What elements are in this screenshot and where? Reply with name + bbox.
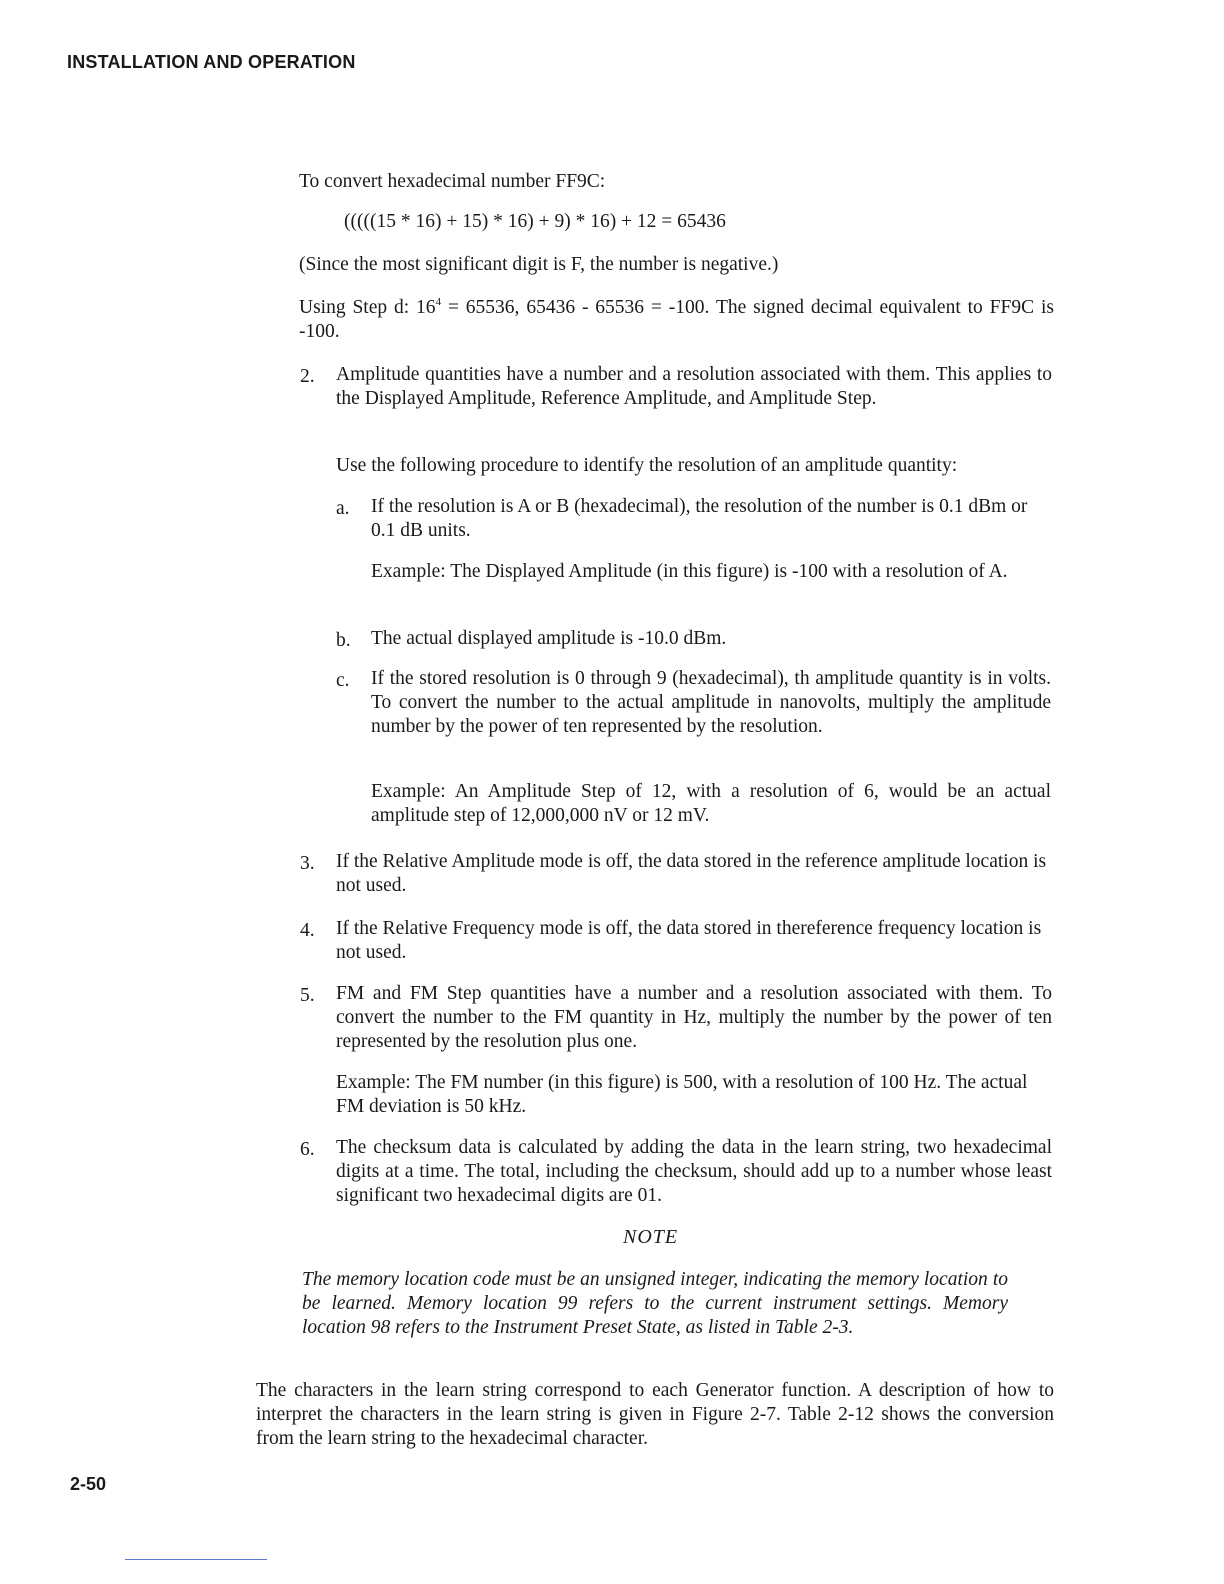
convert-line: To convert hexadecimal number FF9C: bbox=[299, 171, 606, 192]
step-d-suffix: = 65536, 65436 - 65536 = -100. The signed decimal equivalent to FF9C is -100. bbox=[299, 297, 1054, 342]
item-2b-label: b. bbox=[336, 630, 351, 651]
item-6-text: The checksum data is calculated by adding the data in the learn string, two hexadecimal digits at a time. The total, including the checksum, should add up to a number whose least significant two hexadecimal digits are 01. bbox=[336, 1137, 1052, 1206]
item-2a-label: a. bbox=[336, 498, 350, 519]
section-header: INSTALLATION AND OPERATION bbox=[67, 52, 356, 72]
item-2a-text: If the resolution is A or B (hexadecimal), the resolution of the number is 0.1 dBm or 0.1 dB units. bbox=[371, 496, 1028, 541]
step-d-prefix: Using Step d: 16 bbox=[299, 297, 436, 318]
item-2b-text: The actual displayed amplitude is -10.0 dBm. bbox=[371, 628, 727, 649]
page-number: 2-50 bbox=[70, 1474, 107, 1494]
item-2-number: 2. bbox=[300, 366, 315, 387]
item-2c-text: If the stored resolution is 0 through 9 (hexadecimal), th amplitude quantity is in volts. To convert the number to the actual amplitude in nanovolts, multiply the amplitude number by the power of ten represented by the resolution. bbox=[371, 668, 1051, 737]
footer-rule bbox=[125, 1559, 267, 1560]
item-5-text: FM and FM Step quantities have a number and a resolution associated with them. To convert the number to the FM quantity in Hz, multiply the number by the power of ten represented by the resolution plus one. bbox=[336, 983, 1052, 1052]
step-d-paragraph bbox=[299, 296, 1054, 344]
note-text: The memory location code must be an unsigned integer, indicating the memory location to be learned. Memory location 99 refers to the current instrument settings. Memory location 98 refers to the Instrument Preset State, as listed in Table 2-3. bbox=[302, 1269, 1008, 1338]
negative-number-note: (Since the most significant digit is F, the number is negative.) bbox=[299, 254, 779, 275]
closing-paragraph: The characters in the learn string correspond to each Generator function. A description of how to interpret the characters in the learn string is given in Figure 2-7. Table 2-12 shows the conversion from the learn string to the hexadecimal character. bbox=[256, 1380, 1054, 1449]
item-4-text: If the Relative Frequency mode is off, the data stored in thereference frequency location is not used. bbox=[336, 918, 1042, 963]
item-3-number: 3. bbox=[300, 853, 315, 874]
item-4-number: 4. bbox=[300, 920, 315, 941]
item-3-text: If the Relative Amplitude mode is off, the data stored in the reference amplitude location is not used. bbox=[336, 851, 1047, 896]
item-2-procedure: Use the following procedure to identify the resolution of an amplitude quantity: bbox=[336, 455, 958, 476]
item-5-number: 5. bbox=[300, 985, 315, 1006]
item-2c-label: c. bbox=[336, 670, 350, 691]
conversion-formula: (((((15 * 16) + 15) * 16) + 9) * 16) + 12 = 65436 bbox=[344, 211, 726, 232]
item-2-text: Amplitude quantities have a number and a resolution associated with them. This applies to the Displayed Amplitude, Reference Amplitude, and Amplitude Step. bbox=[336, 364, 1052, 409]
note-title: NOTE bbox=[623, 1226, 679, 1248]
item-5-example: Example: The FM number (in this figure) is 500, with a resolution of 100 Hz. The actual FM deviation is 50 kHz. bbox=[336, 1072, 1028, 1117]
step-d-exponent: 4 bbox=[435, 296, 442, 308]
item-2c-example: Example: An Amplitude Step of 12, with a resolution of 6, would be an actual amplitude step of 12,000,000 nV or 12 mV. bbox=[371, 781, 1051, 826]
item-6-number: 6. bbox=[300, 1139, 315, 1160]
item-2a-example: Example: The Displayed Amplitude (in this figure) is -100 with a resolution of A. bbox=[371, 561, 1008, 582]
